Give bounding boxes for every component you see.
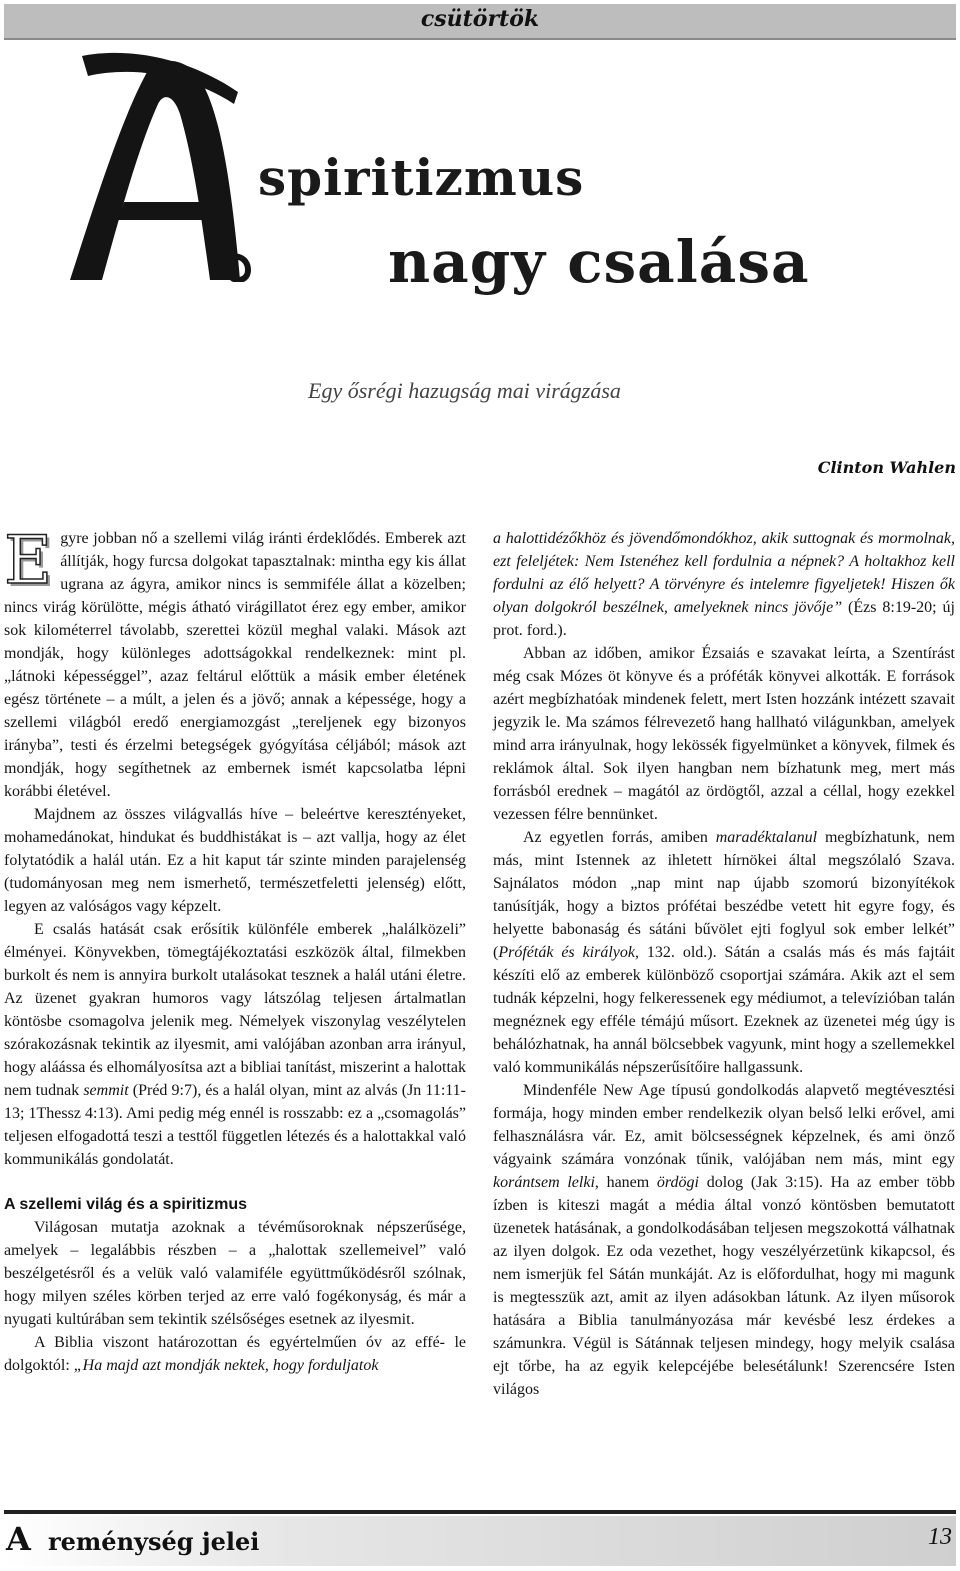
author-name: Clinton Wahlen [817,458,956,477]
left-column [4,522,466,1377]
paragraph: a halottidézőkhöz és jövendőmondókhoz, akik suttognak és mormolnak, ezt feleljétek: Nem Istenéhez kell fordulnia a népnek? A holtakhoz kell fordulni az élő helyett? A törvényre és intelemre figyeljetek! Hiszen ők olyan dolgokról beszélnek, amelyeknek nincs jövője” (Ézs 8:19-20; új prot. ford.). [493,530,955,639]
paragraph: Abban az időben, amikor Ézsaiás e szavakat leírta, a Szentírást még csak Mózes öt könyve és a próféták könyvei alkották. E források azért megbízhatóak mindenek felett, mert Isten hozzánk intézett szavait jegyzik le. Ma számos félrevezető hang hallható világunkban, amelyek mind arra irányulnak, hogy lekössék figyelmünket a könyvek, filmek és reklámok által. Sok ilyen hangban nem bízhatunk meg, mert más forrásból erednek – magától az ördögtől, azzal a céllal, hogy ezekkel vezessen félre bennünket. [493,645,955,823]
paragraph: E csalás hatását csak erősítik különféle emberek „halálközeli” élményei. Könyvekben, tömegtájékoztatási eszközök által, filmekben burkolt és nem is annyira burkolt utalásokat tesznek a halál utáni életre. Az üzenet gyakran humoros vagy látszólag teljesen ártalmatlan köntösbe csomagolva jelenik meg. Némelyek viszonylag veszélytelen szórakozásnak tekintik az ilyesmit, ami valójában azonban arra irányul, hogy aláássa és elhomályosítsa azt a bibliai tanítást, miszerint a halottak nem tudnak semmit (Préd 9:7), és a halál olyan, mint az alvás (Jn 11:11-13; 1Thessz 4:13). Ami pedig még ennél is rosszabb: ez a „csomagolás” teljesen elfogadottá teszi a testtől független létezés és a halottakkal való kommunikálás gondolatát. [4,921,466,1168]
magazine-logo-letter: A [6,1520,31,1558]
title-initial-a [62,52,252,282]
paragraph: Mindenféle New Age típusú gondolkodás alapvető megtévesztési formája, hogy minden ember rendelkezik olyan belső lelki erővel, ami felhasználásra vár. Ez, amit bölcsességnek képzelnek, és ami önző vágyaink számára vonzónak tűnik, valójában nem más, mint egy korántsem lelki, hanem ördögi dolog (Jak 3:15). Ha az ember több ízben is kiteszi magát a média által vonzó köntösben bemutatott üzenetek hatásának, a gondolkodásában teljesen megszokottá válhatnak az ilyen dolgok. Ez oda vezethet, hogy veszélyérzetünk kikapcsol, és nem ismerjük fel Sátán munkáját. Az is előfordulhat, hogy mi magunk is megtesszük azt, amit az ilyen adásokban látunk. Az ilyen műsorok hatására a Biblia tanulmányozása már kevésbé lesz érdekes a számunkra. Végül is Sátánnak teljesen mindegy, hogy melyik csalása ejt tőrbe, ha az egyik kelepcéjébe belesétálunk! Szerencsére Isten világos [493,1082,955,1398]
dropcap-e: E [4,522,53,599]
section-heading: A szellemi világ és a spiritizmus [4,1196,248,1213]
right-column [493,527,955,1401]
paragraph: Az egyetlen forrás, amiben maradéktalanul megbízhatunk, nem más, mint Istennek az ihletett hírnökei által megszólaló Szava. Sajnálatos módon „nap mint nap újabb szomorú bizonyítékok tanúsítják, hogy a biztos prófétai beszédbe vetett hit egyre fogy, és helyette babonaság és sátáni bűvölet ejti foglyul sok ember lelkét” (Próféták és királyok, 132. old.). Sátán a csalás más és más fajtáit készíti elő az emberek különböző csoportjai számára. Akik azt el sem tudnák képzelni, hogy felkeressenek egy médiumot, a televízióban talán megnéznek egy efféle témájú műsort. Ezeknek az üzenetei még úgy is behálózhatnak, ha annál bölcsebbek vagyunk, mint hogy a szellemekkel való kommunikálás népszerűsítőire hallgassunk. [493,829,956,1076]
page-number: 13 [928,1524,952,1550]
paragraph: Egyre jobban nő a szellemi világ iránti érdeklődés. Emberek azt állítják, hogy furcsa dolgokat tapasztalnak: mintha egy kis állat ugrana az ágyra, amikor nincs is semmiféle állat a közelben; nincs virág körülötte, mégis átható virágillatot érez egy ember, amikor sok kilométerrel távolabb, szerettei közül meghal valaki. Mások azt mondják, hogy különleges adottságokkal rendelkeznek: mint pl. „látnoki képességgel”, azaz feltárul előttük a másik ember életének egész története – a múlt, a jelen és a jövő; annak a képessége, hogy a szellemi világból eredő energiamozgást „tereljenek egy bizonyos irányba”, testi és érzelmi betegségek gyógyítása céljából; mások azt mondják, hogy segíthetnek az embernek ismét kapcsolatba lépni korábbi életével. [4,522,466,800]
footer-rule [4,1510,956,1514]
paragraph: Világosan mutatja azoknak a tévéműsoroknak népszerűsége, amelyek – legalábbis részben – a „halottak szellemeivel” való beszélgetésről és a velük való valamiféle együttműködésről szólnak, hogy milyen széles körben terjed az erre való fogékonyság, és már a nyugati kultúrában sem tekintik szélsőséges esetnek az ilyesmit. [4,1219,466,1328]
title-line-1: spiritizmus [258,148,585,207]
paragraph: A Biblia viszont határozottan és egyértelműen óv az effé- le dolgoktól: „Ha majd azt mondják nektek, hogy forduljatok [4,1334,466,1374]
header-bar [4,4,956,40]
day-label: csütörtök [420,6,540,32]
subtitle: Egy ősrégi hazugság mai virágzása [308,378,621,403]
title-line-2: nagy csalása [388,228,810,296]
paragraph: Majdnem az összes világvallás híve – beleértve keresztényeket, mohamedánokat, hindukat és buddhistákat is – azt vallja, hogy az élet folytatódik a halál után. Ez a hit kaput tár szinte minden parajelenség (tudományosan meg nem ismerhető, természetfeletti jelenség) előtt, legyen az valóságos vagy képzelt. [4,806,466,915]
magazine-title: reménység jelei [48,1527,260,1556]
